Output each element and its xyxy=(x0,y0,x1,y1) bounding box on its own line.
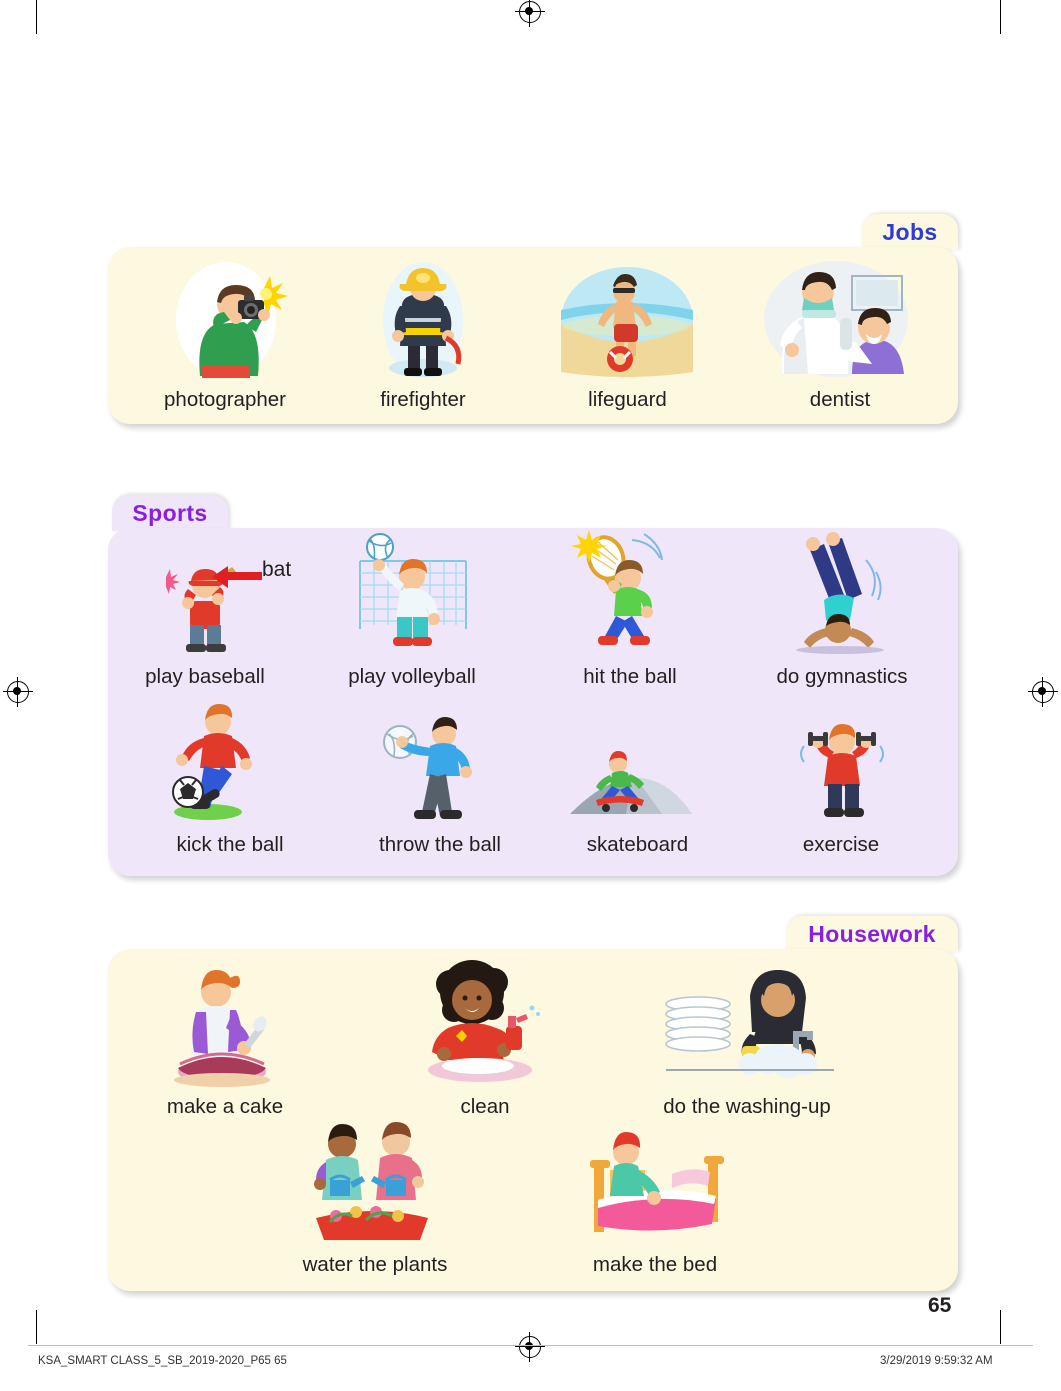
item-clean xyxy=(420,950,550,1092)
item-make-a-cake xyxy=(160,960,290,1092)
exercise-illustration xyxy=(790,718,895,826)
do-gymnastics-illustration xyxy=(780,530,900,656)
caption-make-the-bed: make the bed xyxy=(592,1253,718,1276)
caption-play-baseball: play baseball xyxy=(145,665,265,688)
dentist-illustration xyxy=(756,258,908,380)
item-water-the-plants xyxy=(300,1118,445,1248)
play-volleyball-illustration xyxy=(350,533,475,657)
caption-water-the-plants: water the plants xyxy=(302,1253,448,1276)
water-the-plants-illustration xyxy=(300,1118,445,1248)
arrow-left-icon xyxy=(212,566,262,588)
make-the-bed-illustration xyxy=(580,1118,730,1248)
tab-jobs xyxy=(862,214,958,250)
throw-the-ball-illustration xyxy=(378,712,493,824)
footer-left-text: KSA_SMART CLASS_5_SB_2019-2020_P65 65 xyxy=(38,1355,287,1367)
caption-play-volleyball: play volleyball xyxy=(348,665,476,688)
caption-skateboard: skateboard xyxy=(586,833,689,856)
play-baseball-illustration xyxy=(150,545,260,657)
callout-label-bat: bat xyxy=(262,558,292,581)
item-lifeguard xyxy=(558,262,696,378)
caption-make-a-cake: make a cake xyxy=(166,1095,284,1118)
registration-mark-right xyxy=(1030,679,1056,705)
tab-sports xyxy=(112,495,228,531)
lifeguard-illustration xyxy=(558,262,696,378)
make-a-cake-illustration xyxy=(160,960,290,1092)
item-do-the-washing-up xyxy=(650,950,840,1092)
item-throw-the-ball xyxy=(378,712,493,824)
tab-sports-label: Sports xyxy=(132,499,208,526)
caption-kick-the-ball: kick the ball xyxy=(176,833,284,856)
do-the-washing-up-illustration xyxy=(650,950,840,1092)
kick-the-ball-illustration xyxy=(160,700,275,822)
crop-mark-bottom-left xyxy=(36,1310,37,1344)
registration-mark-top xyxy=(517,0,543,25)
crop-mark-bottom-right xyxy=(1000,1310,1001,1344)
footer-divider xyxy=(28,1345,1033,1346)
tab-jobs-label: Jobs xyxy=(882,218,938,245)
item-kick-the-ball xyxy=(160,700,275,822)
item-play-baseball xyxy=(150,545,260,657)
photographer-illustration xyxy=(160,258,290,380)
caption-do-gymnastics: do gymnastics xyxy=(776,665,908,688)
caption-do-the-washing-up: do the washing-up xyxy=(663,1095,831,1118)
caption-firefighter: firefighter xyxy=(380,388,466,411)
caption-photographer: photographer xyxy=(164,388,286,411)
item-exercise xyxy=(790,718,895,826)
crop-mark-top-right xyxy=(1000,0,1001,34)
item-skateboard xyxy=(566,748,696,828)
item-make-the-bed xyxy=(580,1118,730,1248)
item-do-gymnastics xyxy=(780,530,900,656)
item-dentist xyxy=(756,258,908,380)
item-photographer xyxy=(160,258,290,380)
item-hit-the-ball xyxy=(558,528,688,658)
skateboard-illustration xyxy=(566,748,696,828)
caption-hit-the-ball: hit the ball xyxy=(583,665,677,688)
caption-throw-the-ball: throw the ball xyxy=(379,833,501,856)
crop-mark-top-left xyxy=(36,0,37,34)
footer-right-text: 3/29/2019 9:59:32 AM xyxy=(880,1355,993,1367)
caption-clean: clean xyxy=(460,1095,510,1118)
item-firefighter xyxy=(370,258,476,380)
tab-housework-label: Housework xyxy=(808,920,936,947)
firefighter-illustration xyxy=(370,258,476,380)
caption-exercise: exercise xyxy=(802,833,880,856)
page-number: 65 xyxy=(928,1294,952,1317)
clean-illustration xyxy=(420,950,550,1092)
item-play-volleyball xyxy=(350,533,475,657)
registration-mark-bottom xyxy=(517,1334,543,1360)
tab-housework xyxy=(786,916,958,952)
registration-mark-left xyxy=(5,679,31,705)
caption-lifeguard: lifeguard xyxy=(588,388,667,411)
hit-the-ball-illustration xyxy=(558,528,688,658)
caption-dentist: dentist xyxy=(809,388,871,411)
